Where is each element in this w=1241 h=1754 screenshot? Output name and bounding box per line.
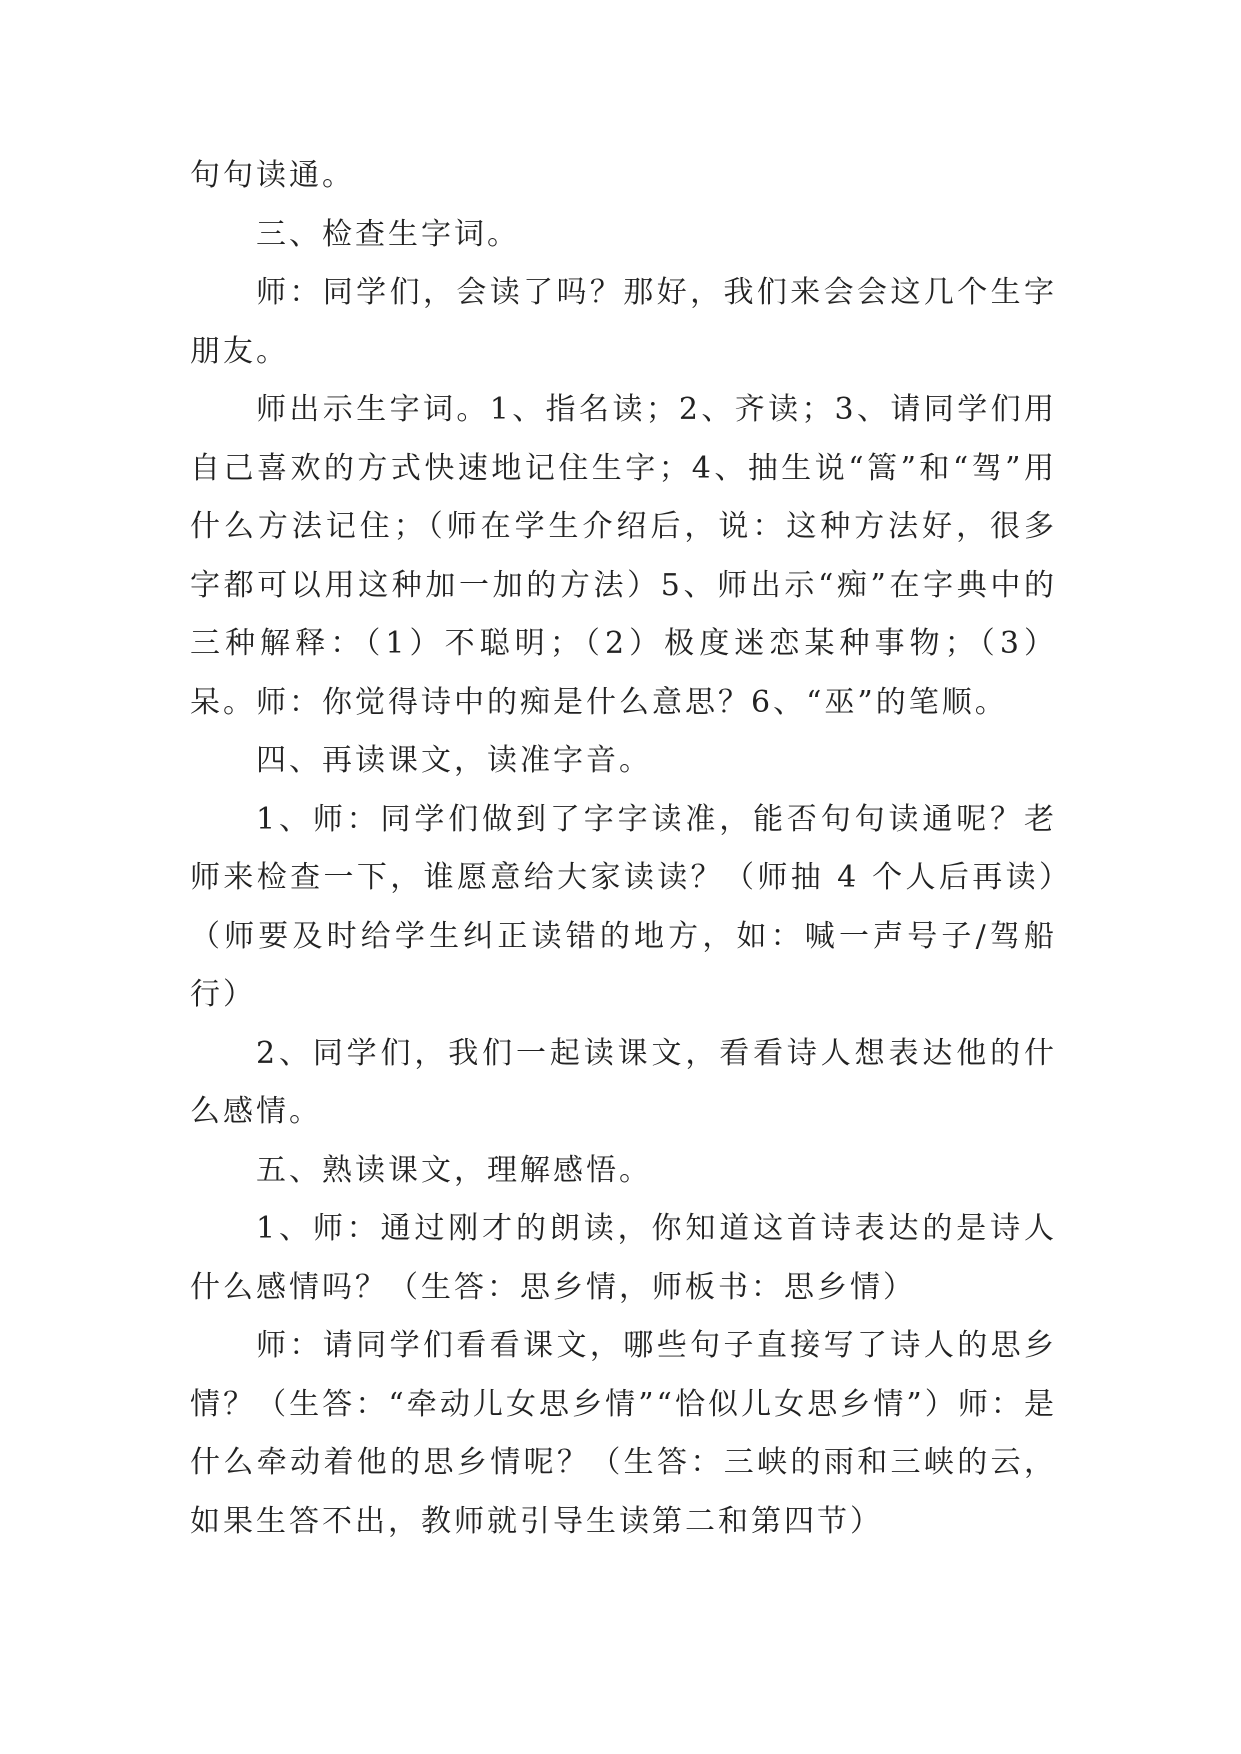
paragraph-8: 五、熟读课文，理解感悟。	[256, 1152, 652, 1188]
paragraph-4: 师出示生字词。1、指名读；2、齐读；3、请同学们用自己喜欢的方式快速地记住生字；4、抽生说“篙”和“驾”用什么方法记住；（师在学生介绍后，说：这种方法好，很多字都可以用这种加一加的方法）5、师出示“痴”在字典中的三种解释：（1）不聪明；（2）极度迷恋某种事物；（3）呆。师：你觉得诗中的痴是什么意思？6、“巫”的笔顺。	[190, 392, 1057, 720]
paragraph-10: 师：请同学们看看课文，哪些句子直接写了诗人的思乡情？（生答：“牵动儿女思乡情”“恰似儿女思乡情”）师：是什么牵动着他的思乡情呢？（生答：三峡的雨和三峡的云，如果生答不出，教师就引导生读第二和第四节）	[190, 1328, 1057, 1539]
paragraph-7: 2、同学们，我们一起读课文，看看诗人想表达他的什么感情。	[190, 1035, 1057, 1129]
paragraph-6: 1、师：同学们做到了字字读准，能否句句读通呢？老师来检查一下，谁愿意给大家读读？（师抽 4 个人后再读）（师要及时给学生纠正读错的地方，如：喊一声号子/驾船行）	[190, 801, 1057, 1012]
document-body	[190, 147, 1057, 1551]
paragraph-1: 句句读通。	[190, 158, 355, 193]
paragraph-2: 三、检查生字词。	[256, 216, 520, 252]
paragraph-5: 四、再读课文，读准字音。	[256, 743, 652, 778]
paragraph-9: 1、师：通过刚才的朗读，你知道这首诗表达的是诗人什么感情吗？（生答：思乡情，师板书：思乡情）	[190, 1211, 1057, 1305]
paragraph-3: 师：同学们，会读了吗？那好，我们来会会这几个生字朋友。	[190, 275, 1057, 369]
